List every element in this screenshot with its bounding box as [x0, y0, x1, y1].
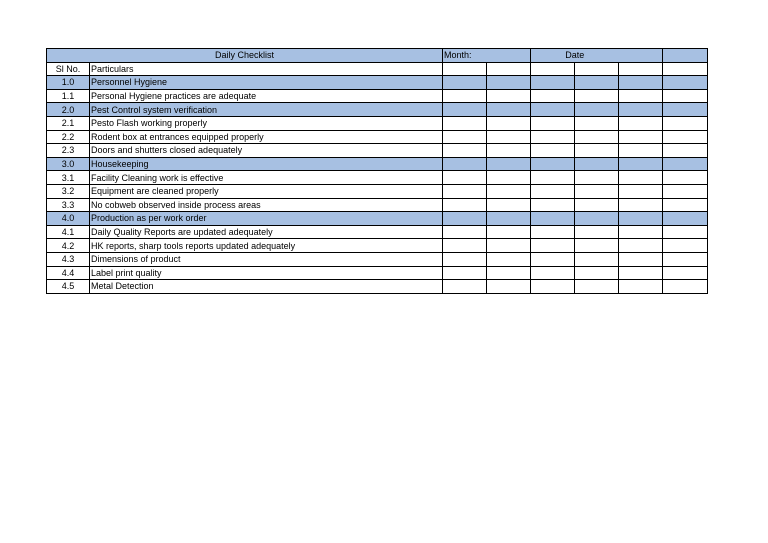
check-cell[interactable]: [663, 184, 708, 198]
check-cell[interactable]: [575, 184, 619, 198]
check-cell[interactable]: [443, 280, 487, 294]
check-cell[interactable]: [575, 198, 619, 212]
item-number: 4.0: [47, 212, 90, 226]
section-title: Personnel Hygiene: [90, 76, 443, 90]
check-cell[interactable]: [443, 225, 487, 239]
check-cell[interactable]: [663, 144, 708, 158]
check-cell[interactable]: [487, 252, 531, 266]
check-cell[interactable]: [663, 212, 708, 226]
check-cell[interactable]: [619, 225, 663, 239]
item-text: Facility Cleaning work is effective: [90, 171, 443, 185]
check-cell[interactable]: [663, 252, 708, 266]
checklist-item-row: [47, 252, 708, 266]
check-cell[interactable]: [443, 130, 487, 144]
check-cell[interactable]: [531, 157, 575, 171]
check-cell[interactable]: [575, 157, 619, 171]
check-cell[interactable]: [531, 266, 575, 280]
check-cell[interactable]: [443, 62, 487, 76]
item-text: Label print quality: [90, 266, 443, 280]
sheet-title: Daily Checklist: [47, 49, 443, 63]
check-cell[interactable]: [619, 103, 663, 117]
check-cell[interactable]: [487, 103, 531, 117]
item-text: Doors and shutters closed adequately: [90, 144, 443, 158]
check-cell[interactable]: [619, 198, 663, 212]
checklist-item-row: [47, 171, 708, 185]
check-cell[interactable]: [487, 144, 531, 158]
checklist-item-row: [47, 130, 708, 144]
daily-checklist-table: [46, 48, 708, 294]
check-cell[interactable]: [575, 116, 619, 130]
check-cell[interactable]: [443, 89, 487, 103]
check-cell[interactable]: [487, 184, 531, 198]
item-number: 2.3: [47, 144, 90, 158]
section-title: Housekeeping: [90, 157, 443, 171]
item-number: 4.3: [47, 252, 90, 266]
check-cell[interactable]: [575, 89, 619, 103]
check-cell[interactable]: [575, 252, 619, 266]
checklist-item-row: [47, 184, 708, 198]
item-text: HK reports, sharp tools reports updated adequately: [90, 239, 443, 253]
date-label: Date: [531, 49, 619, 63]
check-cell[interactable]: [575, 76, 619, 90]
check-cell[interactable]: [531, 280, 575, 294]
item-text: Equipment are cleaned properly: [90, 184, 443, 198]
check-cell[interactable]: [487, 266, 531, 280]
date-blank-cell: [663, 49, 708, 63]
check-cell[interactable]: [531, 76, 575, 90]
check-cell[interactable]: [663, 266, 708, 280]
checklist-item-row: [47, 239, 708, 253]
check-cell[interactable]: [443, 144, 487, 158]
item-text: Rodent box at entrances equipped properly: [90, 130, 443, 144]
check-cell[interactable]: [487, 76, 531, 90]
check-cell[interactable]: [575, 225, 619, 239]
check-cell[interactable]: [575, 130, 619, 144]
particulars-header: Particulars: [90, 62, 443, 76]
check-cell[interactable]: [487, 157, 531, 171]
check-cell[interactable]: [619, 116, 663, 130]
item-number: 3.2: [47, 184, 90, 198]
item-number: 2.1: [47, 116, 90, 130]
check-cell[interactable]: [619, 239, 663, 253]
check-cell[interactable]: [663, 103, 708, 117]
checklist-item-row: [47, 144, 708, 158]
check-cell[interactable]: [619, 130, 663, 144]
check-cell[interactable]: [531, 252, 575, 266]
check-cell[interactable]: [619, 266, 663, 280]
item-number: 4.4: [47, 266, 90, 280]
check-cell[interactable]: [575, 212, 619, 226]
checklist-item-row: [47, 266, 708, 280]
check-cell[interactable]: [663, 89, 708, 103]
item-text: Daily Quality Reports are updated adequately: [90, 225, 443, 239]
check-cell[interactable]: [663, 239, 708, 253]
section-title: Pest Control system verification: [90, 103, 443, 117]
section-row: [47, 103, 708, 117]
check-cell[interactable]: [487, 212, 531, 226]
check-cell[interactable]: [619, 62, 663, 76]
check-cell[interactable]: [663, 62, 708, 76]
check-cell[interactable]: [487, 130, 531, 144]
check-cell[interactable]: [619, 252, 663, 266]
check-cell[interactable]: [531, 116, 575, 130]
item-number: 4.2: [47, 239, 90, 253]
check-cell[interactable]: [575, 171, 619, 185]
check-cell[interactable]: [487, 62, 531, 76]
check-cell[interactable]: [443, 171, 487, 185]
check-cell[interactable]: [443, 212, 487, 226]
check-cell[interactable]: [619, 144, 663, 158]
check-cell[interactable]: [619, 76, 663, 90]
check-cell[interactable]: [531, 212, 575, 226]
check-cell[interactable]: [443, 239, 487, 253]
check-cell[interactable]: [531, 144, 575, 158]
item-number: 4.5: [47, 280, 90, 294]
checklist-item-row: [47, 116, 708, 130]
check-cell[interactable]: [663, 280, 708, 294]
check-cell[interactable]: [575, 62, 619, 76]
item-number: 1.1: [47, 89, 90, 103]
checklist-item-row: [47, 89, 708, 103]
check-cell[interactable]: [663, 225, 708, 239]
check-cell[interactable]: [531, 62, 575, 76]
item-number: 3.1: [47, 171, 90, 185]
item-text: Pesto Flash working properly: [90, 116, 443, 130]
check-cell[interactable]: [531, 225, 575, 239]
check-cell[interactable]: [487, 171, 531, 185]
check-cell[interactable]: [487, 89, 531, 103]
item-text: Metal Detection: [90, 280, 443, 294]
date-blank-cell: [619, 49, 663, 63]
item-number: 2.2: [47, 130, 90, 144]
item-text: No cobweb observed inside process areas: [90, 198, 443, 212]
check-cell[interactable]: [487, 116, 531, 130]
check-cell[interactable]: [531, 171, 575, 185]
check-cell[interactable]: [663, 116, 708, 130]
check-cell[interactable]: [443, 76, 487, 90]
item-number: 1.0: [47, 76, 90, 90]
check-cell[interactable]: [531, 184, 575, 198]
checklist-item-row: [47, 225, 708, 239]
check-cell[interactable]: [531, 198, 575, 212]
check-cell[interactable]: [487, 239, 531, 253]
check-cell[interactable]: [487, 280, 531, 294]
item-number: 3.0: [47, 157, 90, 171]
check-cell[interactable]: [619, 171, 663, 185]
column-header-row: [47, 62, 708, 76]
item-number: 3.3: [47, 198, 90, 212]
check-cell[interactable]: [619, 184, 663, 198]
check-cell[interactable]: [619, 89, 663, 103]
checklist-item-row: [47, 280, 708, 294]
section-row: [47, 212, 708, 226]
check-cell[interactable]: [575, 144, 619, 158]
item-text: Dimensions of product: [90, 252, 443, 266]
check-cell[interactable]: [487, 198, 531, 212]
check-cell[interactable]: [443, 266, 487, 280]
slno-header: Sl No.: [47, 62, 90, 76]
check-cell[interactable]: [575, 266, 619, 280]
check-cell[interactable]: [619, 280, 663, 294]
check-cell[interactable]: [575, 280, 619, 294]
item-number: 4.1: [47, 225, 90, 239]
check-cell[interactable]: [443, 103, 487, 117]
title-row: [47, 49, 708, 63]
check-cell[interactable]: [443, 116, 487, 130]
check-cell[interactable]: [443, 198, 487, 212]
section-row: [47, 76, 708, 90]
check-cell[interactable]: [663, 157, 708, 171]
item-number: 2.0: [47, 103, 90, 117]
check-cell[interactable]: [531, 103, 575, 117]
section-title: Production as per work order: [90, 212, 443, 226]
item-text: Personal Hygiene practices are adequate: [90, 89, 443, 103]
checklist-item-row: [47, 198, 708, 212]
check-cell[interactable]: [531, 89, 575, 103]
section-row: [47, 157, 708, 171]
check-cell[interactable]: [663, 198, 708, 212]
check-cell[interactable]: [575, 239, 619, 253]
check-cell[interactable]: [619, 157, 663, 171]
check-cell[interactable]: [443, 157, 487, 171]
check-cell[interactable]: [663, 76, 708, 90]
check-cell[interactable]: [443, 252, 487, 266]
check-cell[interactable]: [531, 239, 575, 253]
check-cell[interactable]: [619, 212, 663, 226]
month-label: Month:: [443, 49, 531, 63]
check-cell[interactable]: [443, 184, 487, 198]
check-cell[interactable]: [575, 103, 619, 117]
check-cell[interactable]: [487, 225, 531, 239]
check-cell[interactable]: [663, 130, 708, 144]
check-cell[interactable]: [663, 171, 708, 185]
check-cell[interactable]: [531, 130, 575, 144]
